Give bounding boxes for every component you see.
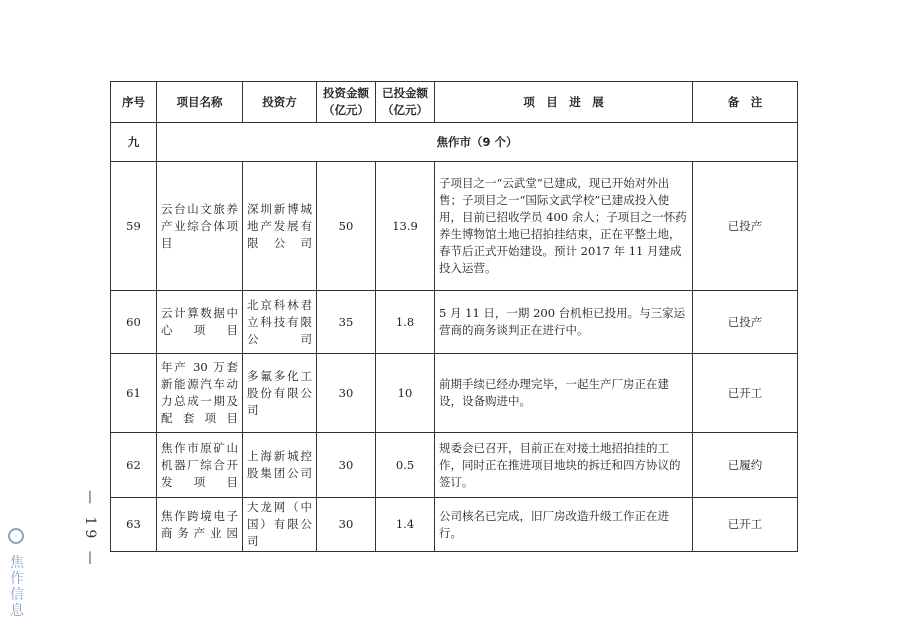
table-row — [111, 433, 798, 498]
row-project-name: 焦作市原矿山机器厂综合开发项目 — [157, 433, 243, 498]
row-progress: 公司核名已完成，旧厂房改造升级工作正在进行。 — [435, 498, 693, 552]
row-amount: 30 — [317, 433, 376, 498]
row-invested: 10 — [376, 354, 435, 433]
project-progress-table — [110, 81, 798, 552]
header-amount-line1: 投资金额 — [323, 86, 369, 100]
table-row — [111, 354, 798, 433]
row-seq: 59 — [111, 162, 157, 291]
section-title: 焦作市（9 个） — [157, 123, 798, 162]
watermark — [2, 528, 26, 618]
header-progress: 项 目 进 展 — [435, 82, 693, 123]
row-investor: 多氟多化工股份有限公司 — [243, 354, 317, 433]
header-name: 项目名称 — [157, 82, 243, 123]
row-invested: 0.5 — [376, 433, 435, 498]
row-invested: 13.9 — [376, 162, 435, 291]
header-amount — [317, 82, 376, 123]
header-invested — [376, 82, 435, 123]
row-note: 已开工 — [693, 498, 798, 552]
row-note: 已履约 — [693, 433, 798, 498]
row-amount: 35 — [317, 291, 376, 354]
section-number: 九 — [111, 123, 157, 162]
row-note: 已投产 — [693, 162, 798, 291]
header-investor: 投资方 — [243, 82, 317, 123]
row-seq: 63 — [111, 498, 157, 552]
row-seq: 60 — [111, 291, 157, 354]
row-note: 已投产 — [693, 291, 798, 354]
row-amount: 50 — [317, 162, 376, 291]
row-investor: 深圳新博城地产发展有限公司 — [243, 162, 317, 291]
row-seq: 62 — [111, 433, 157, 498]
table-row — [111, 498, 798, 552]
header-row — [111, 82, 798, 123]
row-progress: 规委会已召开，目前正在对接土地招拍挂的工作，同时正在推进项目地块的拆迁和四方协议的签订。 — [435, 433, 693, 498]
row-seq: 61 — [111, 354, 157, 433]
table-row — [111, 162, 798, 291]
section-row — [111, 123, 798, 162]
row-progress: 5 月 11 日，一期 200 台机柜已投用。与三家运营商的商务谈判正在进行中。 — [435, 291, 693, 354]
row-invested: 1.4 — [376, 498, 435, 552]
watermark-logo-icon — [8, 528, 24, 544]
header-invested-line2: （亿元） — [382, 103, 428, 117]
row-project-name: 焦作跨境电子商务产业园 — [157, 498, 243, 552]
row-progress: 子项目之一“云武堂”已建成，现已开始对外出售；子项目之一“国际文武学校”已建成投入使用，目前已招收学员 400 余人；子项目之一怀药养生博物馆土地已招拍挂结束，正在平整土地，春节后正式开始建设。预计 2017 年 11 月建成投入运营。 — [435, 162, 693, 291]
row-project-name: 云计算数据中心项目 — [157, 291, 243, 354]
header-amount-line2: （亿元） — [323, 103, 369, 117]
row-investor: 北京科林君立科技有限公司 — [243, 291, 317, 354]
row-project-name: 云台山文旅养产业综合体项目 — [157, 162, 243, 291]
header-note: 备 注 — [693, 82, 798, 123]
row-amount: 30 — [317, 498, 376, 552]
row-progress: 前期手续已经办理完毕，一起生产厂房正在建设，设备购进中。 — [435, 354, 693, 433]
table-row — [111, 291, 798, 354]
watermark-text: 焦作信息 — [8, 554, 24, 619]
page-number: — 19 — — [82, 490, 98, 569]
header-invested-line1: 已投金额 — [382, 86, 428, 100]
row-investor: 上海新城控股集团公司 — [243, 433, 317, 498]
row-invested: 1.8 — [376, 291, 435, 354]
row-amount: 30 — [317, 354, 376, 433]
row-note: 已开工 — [693, 354, 798, 433]
row-project-name: 年产 30 万套新能源汽车动力总成一期及配套项目 — [157, 354, 243, 433]
row-investor: 大龙网（中国）有限公司 — [243, 498, 317, 552]
header-seq: 序号 — [111, 82, 157, 123]
